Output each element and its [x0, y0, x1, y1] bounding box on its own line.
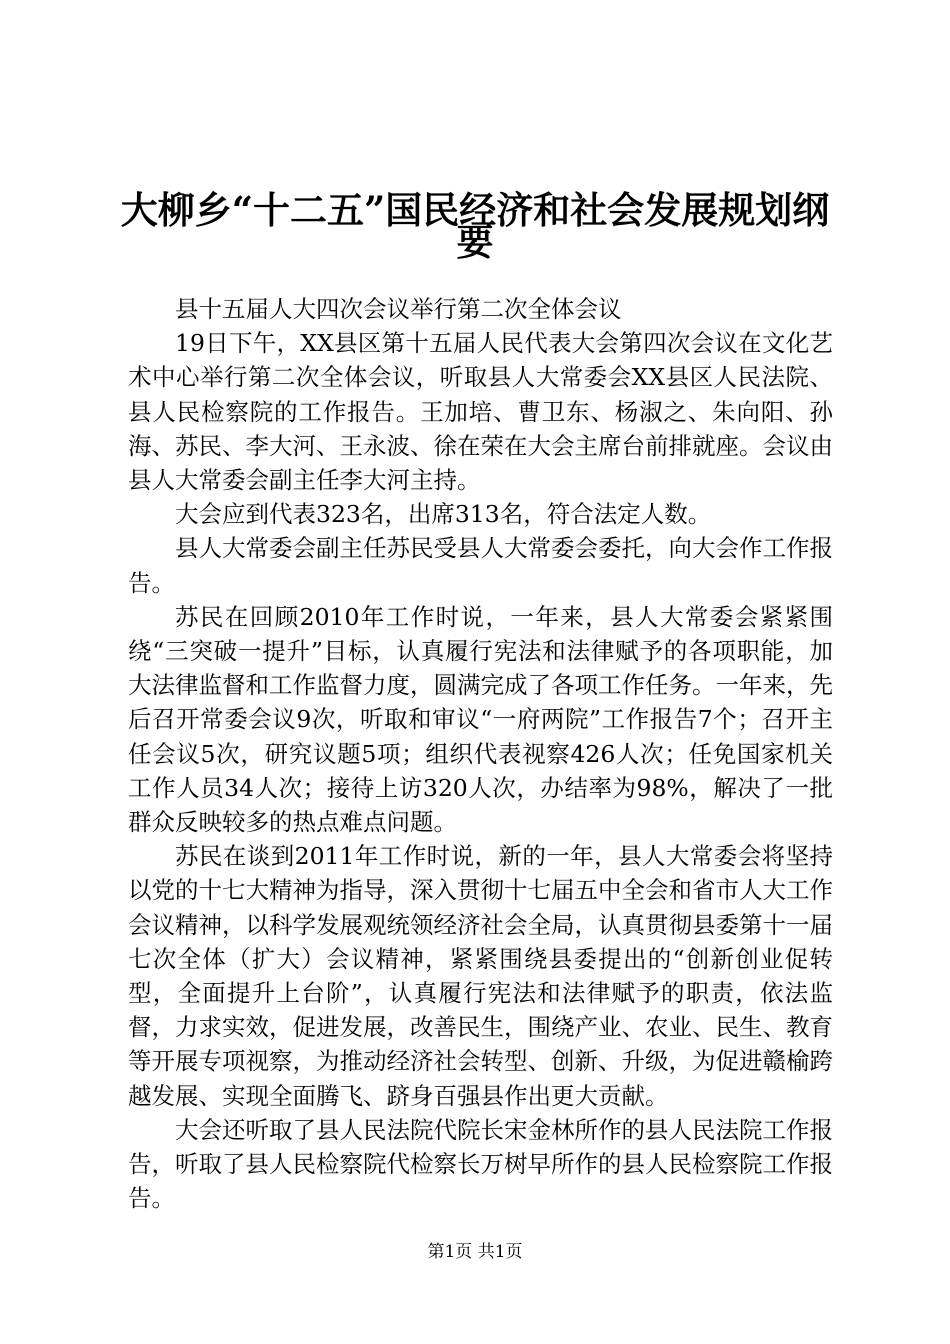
paragraph: 大会还听取了县人民法院代院长宋金林所作的县人民法院工作报告，听取了县人民检察院代检察长万树早所作的县人民检察院工作报告。 — [128, 1115, 833, 1213]
document-title: 大柳乡“十二五”国民经济和社会发展规划纲 — [120, 188, 830, 232]
document-title-continued: 要 — [456, 220, 494, 264]
paragraph-subheading: 县十五届人大四次会议举行第二次全体会议 — [175, 295, 622, 323]
paragraph: 大会应到代表323名，出席313名，符合法定人数。 — [175, 500, 712, 529]
paragraph: 苏民在谈到2011年工作时说，新的一年，县人大常委会将坚持以党的十七大精神为指导，深入贯彻十七届五中全会和省市人大工作会议精神，以科学发展观统领经济社会全局，认真贯彻县委第十一届七次全体（扩大）会议精神，紧紧围绕县委提出的“创新创业促转型，全面提升上台阶”，认真履行宪法和法律赋予的职责，依法监督，力求实效，促进发展，改善民生，围绕产业、农业、民生、教育等开展专项视察，为推动经济社会转型、创新、升级，为促进赣榆跨越发展、实现全面腾飞、跻身百强县作出更大贡献。 — [128, 842, 833, 1110]
paragraph: 县人大常委会副主任苏民受县人大常委会委托，向大会作工作报告。 — [128, 534, 833, 597]
paragraph: 19日下午，XX县区第十五届人民代表大会第四次会议在文化艺术中心举行第二次全体会议，听取县人大常委会XX县区人民法院、县人民检察院的工作报告。王加培、曹卫东、杨淑之、朱向阳、孙海、苏民、李大河、王永波、徐在荣在大会主席台前排就座。会议由县人大常委会副主任李大河主持。 — [128, 329, 833, 495]
page-number-footer: 第1页 共1页 — [427, 1242, 523, 1262]
document-body — [128, 292, 833, 1215]
paragraph: 苏民在回顾2010年工作时说，一年来，县人大常委会紧紧围绕“三突破一提升”目标，认真履行宪法和法律赋予的各项职能，加大法律监督和工作监督力度，圆满完成了各项工作任务。一年来，先后召开常委会议9次，听取和审议“一府两院”工作报告7个；召开主任会议5次，研究议题5项；组织代表视察426人次；任免国家机关工作人员34人次；接待上访320人次，办结率为98%，解决了一批群众反映较多的热点难点问题。 — [128, 602, 833, 837]
